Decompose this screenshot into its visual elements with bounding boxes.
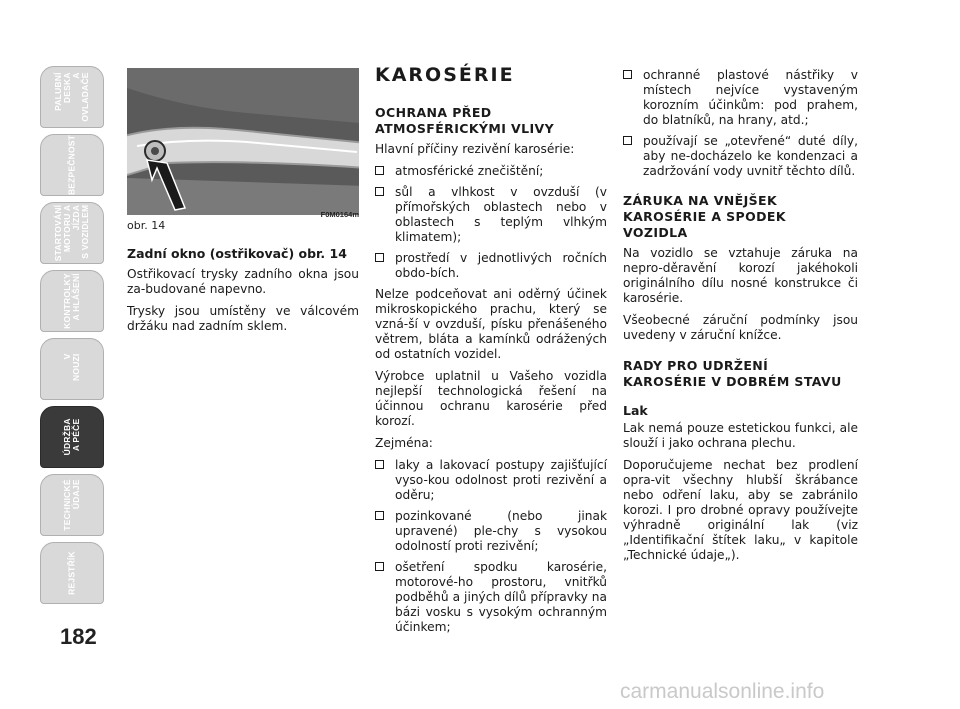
list-item: ochranné plastové nástřiky v místech nejvíce vystaveným korozním účinkům: pod prahem, do blatníků, na hrany, atd.;	[623, 68, 858, 128]
heading-zaruka: ZÁRUKA NA VNĚJŠEK KAROSÉRIE A SPODEK VOZIDLA	[623, 193, 786, 240]
checkbox-bullet-icon	[623, 136, 632, 145]
page-number: 182	[60, 624, 97, 649]
tab-v-nouzi[interactable]: V NOUZI	[40, 338, 104, 400]
watermark: carmanualsonline.info	[620, 680, 825, 703]
tab-startovani[interactable]: STARTOVÁNÍ MOTORU A JÍZDA S VOZIDLEM	[40, 202, 104, 264]
heading-ochrana: OCHRANA PŘED ATMOSFÉRICKÝMI VLIVY	[375, 105, 555, 136]
chapter-tabs	[40, 66, 106, 611]
checkbox-bullet-icon	[375, 511, 384, 520]
list-item: pozinkované (nebo jinak upravené) ple-chy s vysokou odolností proti rezivění;	[375, 509, 607, 554]
list-item: atmosférické znečištění;	[375, 164, 607, 179]
tab-technicke-udaje[interactable]: TECHNICKÉ ÚDAJE	[40, 474, 104, 536]
heading-rady: RADY PRO UDRŽENÍ KAROSÉRIE V DOBRÉM STAVU	[623, 358, 842, 389]
section-title: KAROSÉRIE	[375, 64, 515, 86]
checkbox-bullet-icon	[623, 70, 632, 79]
paragraph: Doporučujeme nechat bez prodlení opra-vit všechny hlubší škrábance nebo odření laku, aby se zabránilo korozi. I pro drobné opravy používejte výhradně originální lak (viz „Identifikační štítek laku„ v kapitole „Technické údaje„).	[623, 458, 858, 562]
column-left	[127, 246, 359, 341]
paragraph: Na vozidlo se vztahuje záruka na nepro-děravění korozí jakéhokoli originálního dílu nosné konstrukce či karosérie.	[623, 246, 858, 305]
paragraph: Výrobce uplatnil u Vašeho vozidla nejlepší technologická řešení na účinnou ochranu karosérie před korozí.	[375, 369, 607, 428]
tab-udrzba-a-pece[interactable]: ÚDRŽBA A PÉČE	[40, 406, 104, 468]
checkbox-bullet-icon	[375, 460, 384, 469]
list-item: prostředí v jednotlivých ročních obdo-bích.	[375, 251, 607, 281]
list-item: používají se „otevřené“ duté díly, aby ne-docházelo ke kondenzaci a zadržování vody uvnitř těchto dílů.	[623, 134, 858, 179]
figure-caption-text: obr. 14	[127, 219, 166, 232]
figure-subheading: Zadní okno (ostřikovač) obr. 14	[127, 246, 347, 261]
list-item: sůl a vlhkost v ovzduší (v přímořských oblastech nebo v oblastech s teplým vlhkým klimatem);	[375, 185, 607, 245]
column-middle	[375, 64, 607, 641]
tab-kontrolky[interactable]: KONTROLKY A HLÁŠENÍ	[40, 270, 104, 332]
paragraph: Všeobecné záruční podmínky jsou uvedeny v záruční knížce.	[623, 313, 858, 342]
figure-caption	[127, 210, 359, 232]
checkbox-bullet-icon	[375, 253, 384, 262]
tab-palubni-deska[interactable]: PALUBNÍ DESKA A OVLADAČE	[40, 66, 104, 128]
checkbox-bullet-icon	[375, 562, 384, 571]
figure-code-label: F0M0164m	[320, 210, 359, 219]
paragraph: Ostřikovací trysky zadního okna jsou za-budované napevno.	[127, 267, 359, 296]
paragraph: Nelze podceňovat ani oděrný účinek mikroskopického prachu, který se vzná-ší v ovzduší, písku přenášeného větrem, bláta a kamínků odrážených od ostatních vozidel.	[375, 287, 607, 361]
tab-rejstrik[interactable]: REJSTŘÍK	[40, 542, 104, 604]
rear-washer-illustration	[127, 68, 359, 215]
rear-washer-figure	[127, 68, 359, 215]
paragraph: Trysky jsou umístěny ve válcovém držáku nad zadním sklem.	[127, 304, 359, 333]
checkbox-bullet-icon	[375, 166, 384, 175]
tab-bezpecnost[interactable]: BEZPEČNOST	[40, 134, 104, 196]
heading-lak: Lak	[623, 403, 648, 418]
list-item: laky a lakovací postupy zajišťující vyso-kou odolnost proti rezivění a oděru;	[375, 458, 607, 503]
paragraph: Zejména:	[375, 436, 433, 450]
column-right	[623, 68, 858, 570]
paragraph: Lak nemá pouze estetickou funkci, ale slouží i jako ochrana plechu.	[623, 421, 858, 450]
checkbox-bullet-icon	[375, 187, 384, 196]
paragraph: Hlavní příčiny rezivění karosérie:	[375, 142, 575, 156]
list-item: ošetření spodku karosérie, motorové-ho prostoru, vnitřků podběhů a jiných dílů přípravky na bázi vosku s vysokým ochranným účinkem;	[375, 560, 607, 635]
